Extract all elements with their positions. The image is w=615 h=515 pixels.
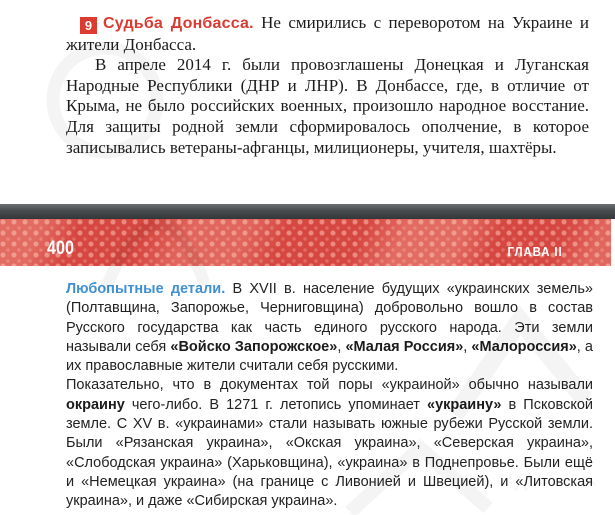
page-number: 400 xyxy=(47,238,74,259)
details-paragraph-2 xyxy=(66,376,593,511)
text-segment: , xyxy=(463,338,472,355)
details-text xyxy=(66,280,593,512)
bold-term: «украину» xyxy=(427,396,502,413)
text-segment: в Псковской земле. С XV в. «украинами» стали называть южные рубежи Русской земли. Были «Рязанская украина», «Окская украина», «Северская украина», «Слободская украина» (Харьковщина), «украина» в Поднепровье. Были ещё и «Немецкая украина» (на границе с Ливонией и Швецией), и «Литовская украина», и даже «Сибирская украина». xyxy=(66,396,593,510)
bold-term: «Малороссия» xyxy=(471,338,577,355)
details-block xyxy=(0,266,615,515)
page-gutter-shadow-band xyxy=(0,204,615,219)
details-heading: Любопытные детали. xyxy=(66,281,226,297)
details-paragraph-1 xyxy=(66,280,593,376)
section-9-lead-paragraph xyxy=(66,13,589,55)
section-9-lead-text: Не смирились с переворотом на Украине и жители Донбасса. xyxy=(66,13,590,54)
text-segment: , xyxy=(337,338,346,355)
section-9-block xyxy=(0,0,615,204)
bold-term: окраину xyxy=(66,396,125,413)
text-segment: В XVII в. население будущих «украинских земель» (Полтавщина, Запорожье, Черниговщина) добровольно вошло в состав Русского государства как часть единого русского народа. Эти земли называли себя xyxy=(66,281,593,355)
bold-term: «Войско Запорожское» xyxy=(170,338,338,355)
chapter-label: ГЛАВА II xyxy=(507,244,563,259)
red-footer-band xyxy=(0,219,611,266)
text-segment: чего-либо. В 1271 г. летопись упоминает xyxy=(124,396,427,413)
bold-term: «Малая Россия» xyxy=(345,338,464,355)
text-segment: Показательно, что в документах той поры «украиной» обычно называли xyxy=(66,377,593,394)
text-segment: , а их православные жители считали себя русскими. xyxy=(66,338,593,375)
section-9-body-paragraph: В апреле 2014 г. были провозглашены Донецкая и Луганская Народные Республики (ДНР и ЛНР). В Донбассе, где, в отличие от Крыма, не было российских военных, произошло народное восстание. Для защиты родной земли сформировалось ополчение, в которое записывались ветераны-афганцы, милиционеры, учителя, шахтёры. xyxy=(66,55,589,157)
section-9-title: Судьба Донбасса. xyxy=(103,15,254,32)
section-number-badge: 9 xyxy=(80,17,97,34)
section-9-text xyxy=(66,13,589,158)
